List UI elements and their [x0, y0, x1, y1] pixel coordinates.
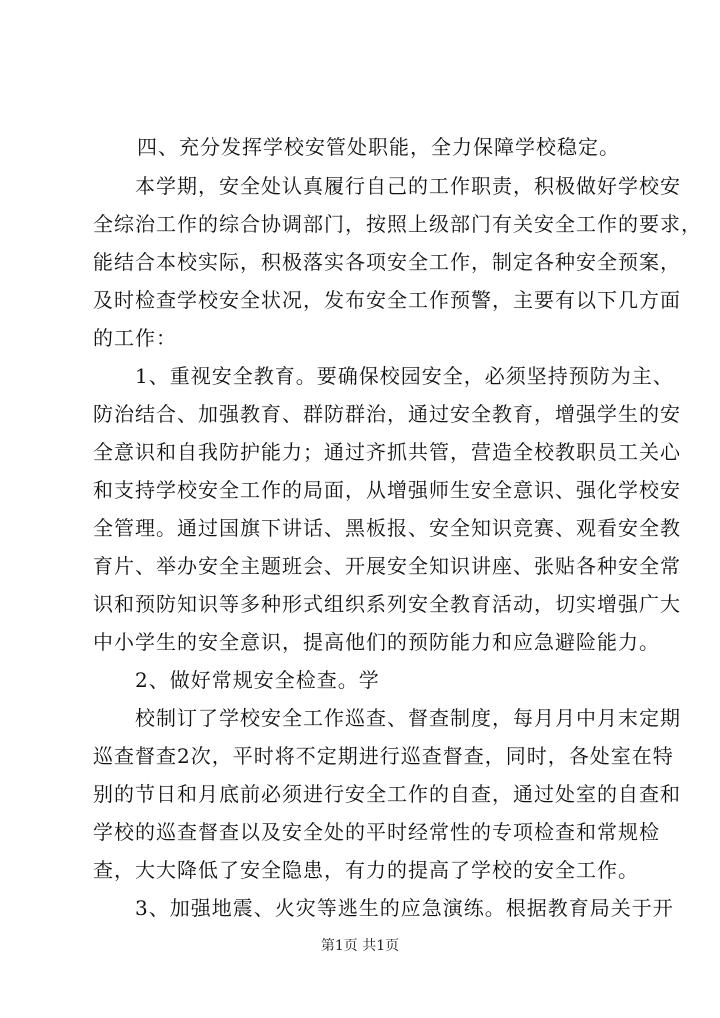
- paragraph-line: 和支持学校安全工作的局面，从增强师生安全意识、强化学校安: [93, 478, 681, 502]
- paragraph-line: 识和预防知识等多种形式组织系列安全教育活动，切实增强广大: [93, 592, 681, 616]
- paragraph-line: 1、重视安全教育。要确保校园安全，必须坚持预防为主、: [135, 364, 674, 388]
- paragraph-line: 中小学生的安全意识，提高他们的预防能力和应急避险能力。: [93, 630, 660, 654]
- paragraph-line: 全意识和自我防护能力；通过齐抓共管，营造全校教职员工关心: [93, 440, 681, 464]
- paragraph-line: 防治结合、加强教育、群防群治，通过安全教育，增强学生的安: [93, 402, 681, 426]
- paragraph-line: 学校的巡查督查以及安全处的平时经常性的专项检查和常规检: [93, 820, 660, 844]
- paragraph-line: 2、做好常规安全检查。学: [135, 668, 380, 692]
- paragraph-line: 的工作：: [93, 326, 177, 350]
- heading-line: 四、充分发挥学校安管处职能，全力保障学校稳定。: [137, 135, 620, 159]
- paragraph-line: 全综治工作的综合协调部门，按照上级部门有关安全工作的要求，: [93, 212, 702, 236]
- paragraph-line: 3、加强地震、火灾等逃生的应急演练。根据教育局关于开: [135, 896, 674, 920]
- paragraph-line: 育片、举办安全主题班会、开展安全知识讲座、张贴各种安全常: [93, 554, 681, 578]
- paragraph-line: 本学期，安全处认真履行自己的工作职责，积极做好学校安: [135, 174, 681, 198]
- paragraph-line: 全管理。通过国旗下讲话、黑板报、安全知识竞赛、观看安全教: [93, 516, 681, 540]
- paragraph-line: 查，大大降低了安全隐患，有力的提高了学校的安全工作。: [93, 858, 639, 882]
- paragraph-line: 别的节日和月底前必须进行安全工作的自查，通过处室的自查和: [93, 782, 681, 806]
- paragraph-line: 及时检查学校安全状况，发布安全工作预警，主要有以下几方面: [93, 288, 681, 312]
- page-footer: 第1页 共1页: [320, 938, 400, 954]
- paragraph-line: 能结合本校实际，积极落实各项安全工作，制定各种安全预案，: [93, 250, 681, 274]
- paragraph-line: 校制订了学校安全工作巡查、督查制度，每月月中月末定期: [135, 706, 681, 730]
- paragraph-line: 巡查督查2次，平时将不定期进行巡查督查，同时，各处室在特: [93, 744, 674, 768]
